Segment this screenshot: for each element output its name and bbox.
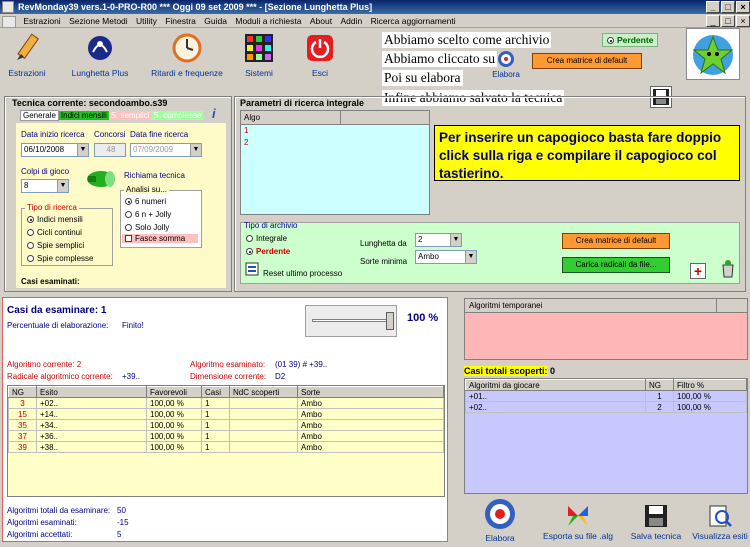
table-cell	[230, 431, 298, 442]
tab-spie-complesse[interactable]: S. complesse	[153, 111, 202, 120]
menu-about[interactable]: About	[309, 16, 333, 26]
esporta-button[interactable]: Esporta su file .alg	[542, 503, 614, 541]
table-cell: +02..	[466, 402, 646, 413]
colpi-select[interactable]: 8 ▼	[21, 179, 69, 193]
casi-title: Casi da esaminare: 1	[7, 305, 107, 316]
ritardi-label: Ritardi e frequenze	[151, 68, 223, 78]
richiama-label: Richiama tecnica	[124, 171, 185, 180]
table-row[interactable]	[9, 442, 444, 453]
parametri-title: Parametri di ricerca integrale	[240, 98, 365, 108]
elabora-button[interactable]: Elabora	[476, 497, 524, 543]
tecnica-tabs	[20, 109, 203, 122]
esci-label: Esci	[311, 68, 329, 78]
col-ndc-scoperti[interactable]: NdC scoperti	[230, 387, 298, 398]
temporanei-grid[interactable]	[464, 298, 748, 360]
data-fine-field[interactable]: 07/09/2009 ▼	[130, 143, 202, 157]
target-icon	[497, 50, 515, 68]
magnifier-icon	[707, 503, 733, 529]
recycle-bin-icon[interactable]	[718, 259, 738, 279]
data-inizio-label: Data inizio ricerca	[21, 130, 85, 139]
percentuale-label: Percentuale di elaborazione:	[7, 321, 109, 330]
lottery-logo-icon	[84, 32, 116, 64]
green-cylinder-icon	[84, 166, 118, 192]
dimensione-value: D2	[275, 372, 286, 381]
table-cell: +36..	[37, 431, 147, 442]
minimize-button[interactable]: _	[706, 1, 720, 13]
floppy-icon	[643, 503, 669, 529]
table-row[interactable]	[466, 402, 747, 413]
col-casi[interactable]: Casi	[202, 387, 230, 398]
table-cell: Ambo	[298, 409, 444, 420]
perdente-pill: Perdente	[602, 33, 658, 47]
tipo-ricerca-title: Tipo di ricerca	[27, 203, 77, 212]
data-fine-label: Data fine ricerca	[130, 130, 189, 139]
title-bar	[0, 0, 750, 14]
tipo-archivio-title: Tipo di archivio	[244, 221, 298, 230]
pencil-icon	[11, 32, 43, 64]
totali-value: 50	[117, 506, 126, 515]
table-cell: 1	[202, 431, 230, 442]
analisi-title: Analisi su...	[126, 185, 167, 194]
esaminati-value: -15	[117, 518, 129, 527]
radicale-label: Radicale algoritmico corrente:	[7, 372, 113, 381]
maximize-button[interactable]: □	[721, 1, 735, 13]
reset-icon[interactable]	[244, 261, 260, 277]
table-cell: +14..	[37, 409, 147, 420]
algo-row[interactable]: 1	[244, 126, 249, 135]
sistemi-label: Sistemi	[245, 68, 273, 78]
sistemi-button[interactable]	[236, 32, 282, 78]
slider-thumb	[386, 312, 394, 330]
table-cell: 100,00 %	[674, 402, 747, 413]
ritardi-button[interactable]	[143, 32, 231, 78]
close-button[interactable]: ×	[736, 1, 750, 13]
table-cell: 35	[9, 420, 37, 431]
annotation-line1: Abbiamo scelto come archivio	[384, 32, 550, 47]
radio-indici-mensili[interactable]: Indici mensili	[27, 215, 83, 224]
sorte-minima-label: Sorte minima	[360, 257, 408, 266]
estrazioni-label: Estrazioni	[8, 68, 46, 78]
table-cell: 15	[9, 409, 37, 420]
concorsi-field: 48	[94, 143, 126, 157]
accettati-label: Algoritmi accettati:	[7, 530, 73, 539]
algo-grid[interactable]	[240, 110, 430, 215]
app-icon	[2, 1, 14, 13]
crea-matrice-button[interactable]: Crea matrice di default	[562, 233, 670, 249]
col-esito[interactable]: Esito	[37, 387, 147, 398]
giocare-grid[interactable]	[464, 378, 748, 494]
mdi-close-button[interactable]: ×	[736, 15, 750, 27]
butterfly-icon	[565, 503, 591, 529]
table-cell: 1	[202, 420, 230, 431]
progress-slider[interactable]	[305, 305, 397, 337]
table-row[interactable]	[466, 391, 747, 402]
esci-button[interactable]	[298, 32, 342, 78]
table-row[interactable]	[9, 398, 444, 409]
table-cell: Ambo	[298, 431, 444, 442]
radio-cicli-continui[interactable]: Cicli continui	[27, 228, 82, 237]
lunghetta-label: Lunghetta da	[360, 239, 407, 248]
menu-moduli[interactable]: Moduli a richiesta	[235, 16, 302, 26]
crea-matrice-annotation-button: Crea matrice di default	[532, 53, 642, 69]
radio-integrale[interactable]: Integrale	[246, 234, 287, 243]
menu-ricerca-aggiornamenti[interactable]: Ricerca aggiornamenti	[370, 16, 456, 26]
carica-radicali-button[interactable]: Carica radicali da file...	[562, 257, 670, 273]
chevron-down-icon: ▼	[465, 251, 476, 263]
menu-bar	[0, 14, 750, 28]
table-cell	[230, 442, 298, 453]
checkbox-fasce-somma[interactable]: Fasce somma	[122, 234, 198, 243]
mdi-minimize-button[interactable]: _	[706, 15, 720, 27]
table-cell: Ambo	[298, 398, 444, 409]
table-cell: 1	[646, 391, 674, 402]
esiti-grid[interactable]	[7, 385, 445, 497]
algo-esaminato-label: Algoritmo esaminato:	[190, 360, 266, 369]
table-cell: 100,00 %	[147, 431, 202, 442]
table-cell	[230, 420, 298, 431]
dimensione-label: Dimensione corrente:	[190, 372, 267, 381]
menu-addin[interactable]: Addin	[340, 16, 363, 26]
exit-icon	[304, 32, 336, 64]
algo-corrente: Algoritmo corrente: 2	[7, 360, 82, 369]
algo-esaminato-value: (01 39) # +39..	[275, 360, 328, 369]
table-cell: 2	[646, 402, 674, 413]
table-cell: 37	[9, 431, 37, 442]
chevron-down-icon: ▼	[190, 144, 201, 156]
table-cell: 100,00 %	[147, 442, 202, 453]
table-cell: +38..	[37, 442, 147, 453]
accettati-value: 5	[117, 530, 122, 539]
table-row[interactable]	[9, 431, 444, 442]
mdi-restore-button[interactable]: □	[721, 15, 735, 27]
chevron-down-icon: ▼	[450, 234, 461, 246]
table-cell: 100,00 %	[147, 398, 202, 409]
radio-solo-jolly[interactable]: Solo Jolly	[125, 223, 169, 232]
percentuale-status: Finito!	[122, 321, 144, 330]
lunghetta-label: Lunghetta Plus	[71, 68, 129, 78]
tecnica-title: Tecnica corrente: secondoambo.s39	[12, 98, 168, 108]
table-cell: 1	[202, 442, 230, 453]
radicale-value: +39..	[122, 372, 141, 381]
algo-row[interactable]: 2	[244, 138, 249, 147]
lunghetta-select[interactable]: 2 ▼	[415, 233, 462, 247]
radio-6-numeri[interactable]: 6 numeri	[125, 197, 166, 206]
sorte-minima-select[interactable]: Ambo ▼	[415, 250, 477, 264]
reset-ultimo-processo-label[interactable]: Reset ultimo processo	[263, 269, 343, 278]
table-cell: +02..	[37, 398, 147, 409]
menu-guida[interactable]: Guida	[204, 16, 227, 26]
table-row[interactable]	[9, 409, 444, 420]
mdi-child-icon[interactable]	[2, 16, 16, 28]
menu-finestra[interactable]: Finestra	[165, 16, 196, 26]
tab-generale[interactable]: Generale	[20, 110, 59, 121]
table-cell	[230, 398, 298, 409]
col-algoritmi-giocare[interactable]: Algoritmi da giocare	[466, 380, 646, 391]
table-cell: Ambo	[298, 442, 444, 453]
salva-tecnica-button[interactable]: Salva tecnica	[628, 503, 684, 541]
esaminati-label: Algoritmi esaminati:	[7, 518, 77, 527]
radio-spie-complesse[interactable]: Spie complesse	[27, 254, 93, 263]
tab-indici-mensili[interactable]: Indici mensili	[60, 111, 107, 120]
tab-spie-semplici[interactable]: S. semplici	[110, 111, 150, 120]
colpi-label: Colpi di gioco	[21, 167, 70, 176]
col-favorevoli[interactable]: Favorevoli	[147, 387, 202, 398]
star-mascot-icon	[687, 29, 739, 79]
table-cell: 39	[9, 442, 37, 453]
menu-utility[interactable]: Utility	[136, 16, 157, 26]
lunghetta-plus-button[interactable]	[62, 32, 138, 78]
casi-scoperti: Casi totali scoperti: 0	[464, 366, 556, 376]
radio-6n-jolly[interactable]: 6 n + Jolly	[125, 210, 171, 219]
annotation-line4: Infine abbiamo salvato la tecnica	[384, 90, 563, 105]
table-cell: 1	[202, 398, 230, 409]
menu-sezione-metodi[interactable]: Sezione Metodi	[69, 16, 128, 26]
visualizza-esiti-button[interactable]: Visualizza esiti	[692, 503, 748, 541]
grid-icon	[243, 32, 275, 64]
casi-esaminati-label: Casi esaminati:	[21, 277, 80, 286]
col-ng[interactable]: NG	[9, 387, 37, 398]
add-capogioco-button[interactable]: +	[690, 263, 706, 279]
info-icon[interactable]: i	[212, 106, 216, 121]
chevron-down-icon: ▼	[57, 180, 68, 192]
table-cell: 100,00 %	[674, 391, 747, 402]
annotation-line2: Abbiamo cliccato su	[384, 51, 495, 66]
table-row[interactable]	[9, 420, 444, 431]
clock-icon	[171, 32, 203, 64]
percent-value: 100 %	[407, 312, 439, 324]
mascot-star-logo	[686, 28, 740, 80]
table-cell: Ambo	[298, 420, 444, 431]
table-cell: +34..	[37, 420, 147, 431]
radio-spie-semplici[interactable]: Spie semplici	[27, 241, 84, 250]
capogioco-hint: Per inserire un capogioco basta fare doppio click sulla riga e compilare il capogioco col tastierino.	[434, 125, 740, 181]
annotation-line3: Poi su elabora	[384, 70, 461, 85]
elabora-annotation: Elabora	[486, 50, 526, 79]
col-giocare-ng[interactable]: NG	[646, 380, 674, 391]
col-filtro[interactable]: Filtro %	[674, 380, 747, 391]
table-cell: 3	[9, 398, 37, 409]
radio-perdente[interactable]: Perdente	[246, 247, 290, 256]
algo-column-header: Algo	[241, 111, 341, 124]
menu-estrazioni[interactable]: Estrazioni	[23, 16, 61, 26]
window-title: RevMonday39 vers.1-0-PRO-R00 *** Oggi 09 set 2009 *** - [Sezione Lunghetta Plus]	[18, 2, 373, 12]
estrazioni-button[interactable]	[2, 32, 52, 78]
table-cell: +01..	[466, 391, 646, 402]
table-cell: 1	[202, 409, 230, 420]
totali-label: Algoritmi totali da esaminare:	[7, 506, 111, 515]
table-cell: 100,00 %	[147, 420, 202, 431]
table-cell: 100,00 %	[147, 409, 202, 420]
temporanei-header: Algoritmi temporanei	[465, 299, 717, 312]
target-icon	[483, 497, 517, 531]
concorsi-label: Concorsi	[94, 130, 126, 139]
data-inizio-field[interactable]: 06/10/2008 ▼	[21, 143, 89, 157]
col-sorte[interactable]: Sorte	[298, 387, 444, 398]
richiama-tecnica-button[interactable]	[84, 166, 118, 192]
table-cell	[230, 409, 298, 420]
chevron-down-icon: ▼	[77, 144, 88, 156]
